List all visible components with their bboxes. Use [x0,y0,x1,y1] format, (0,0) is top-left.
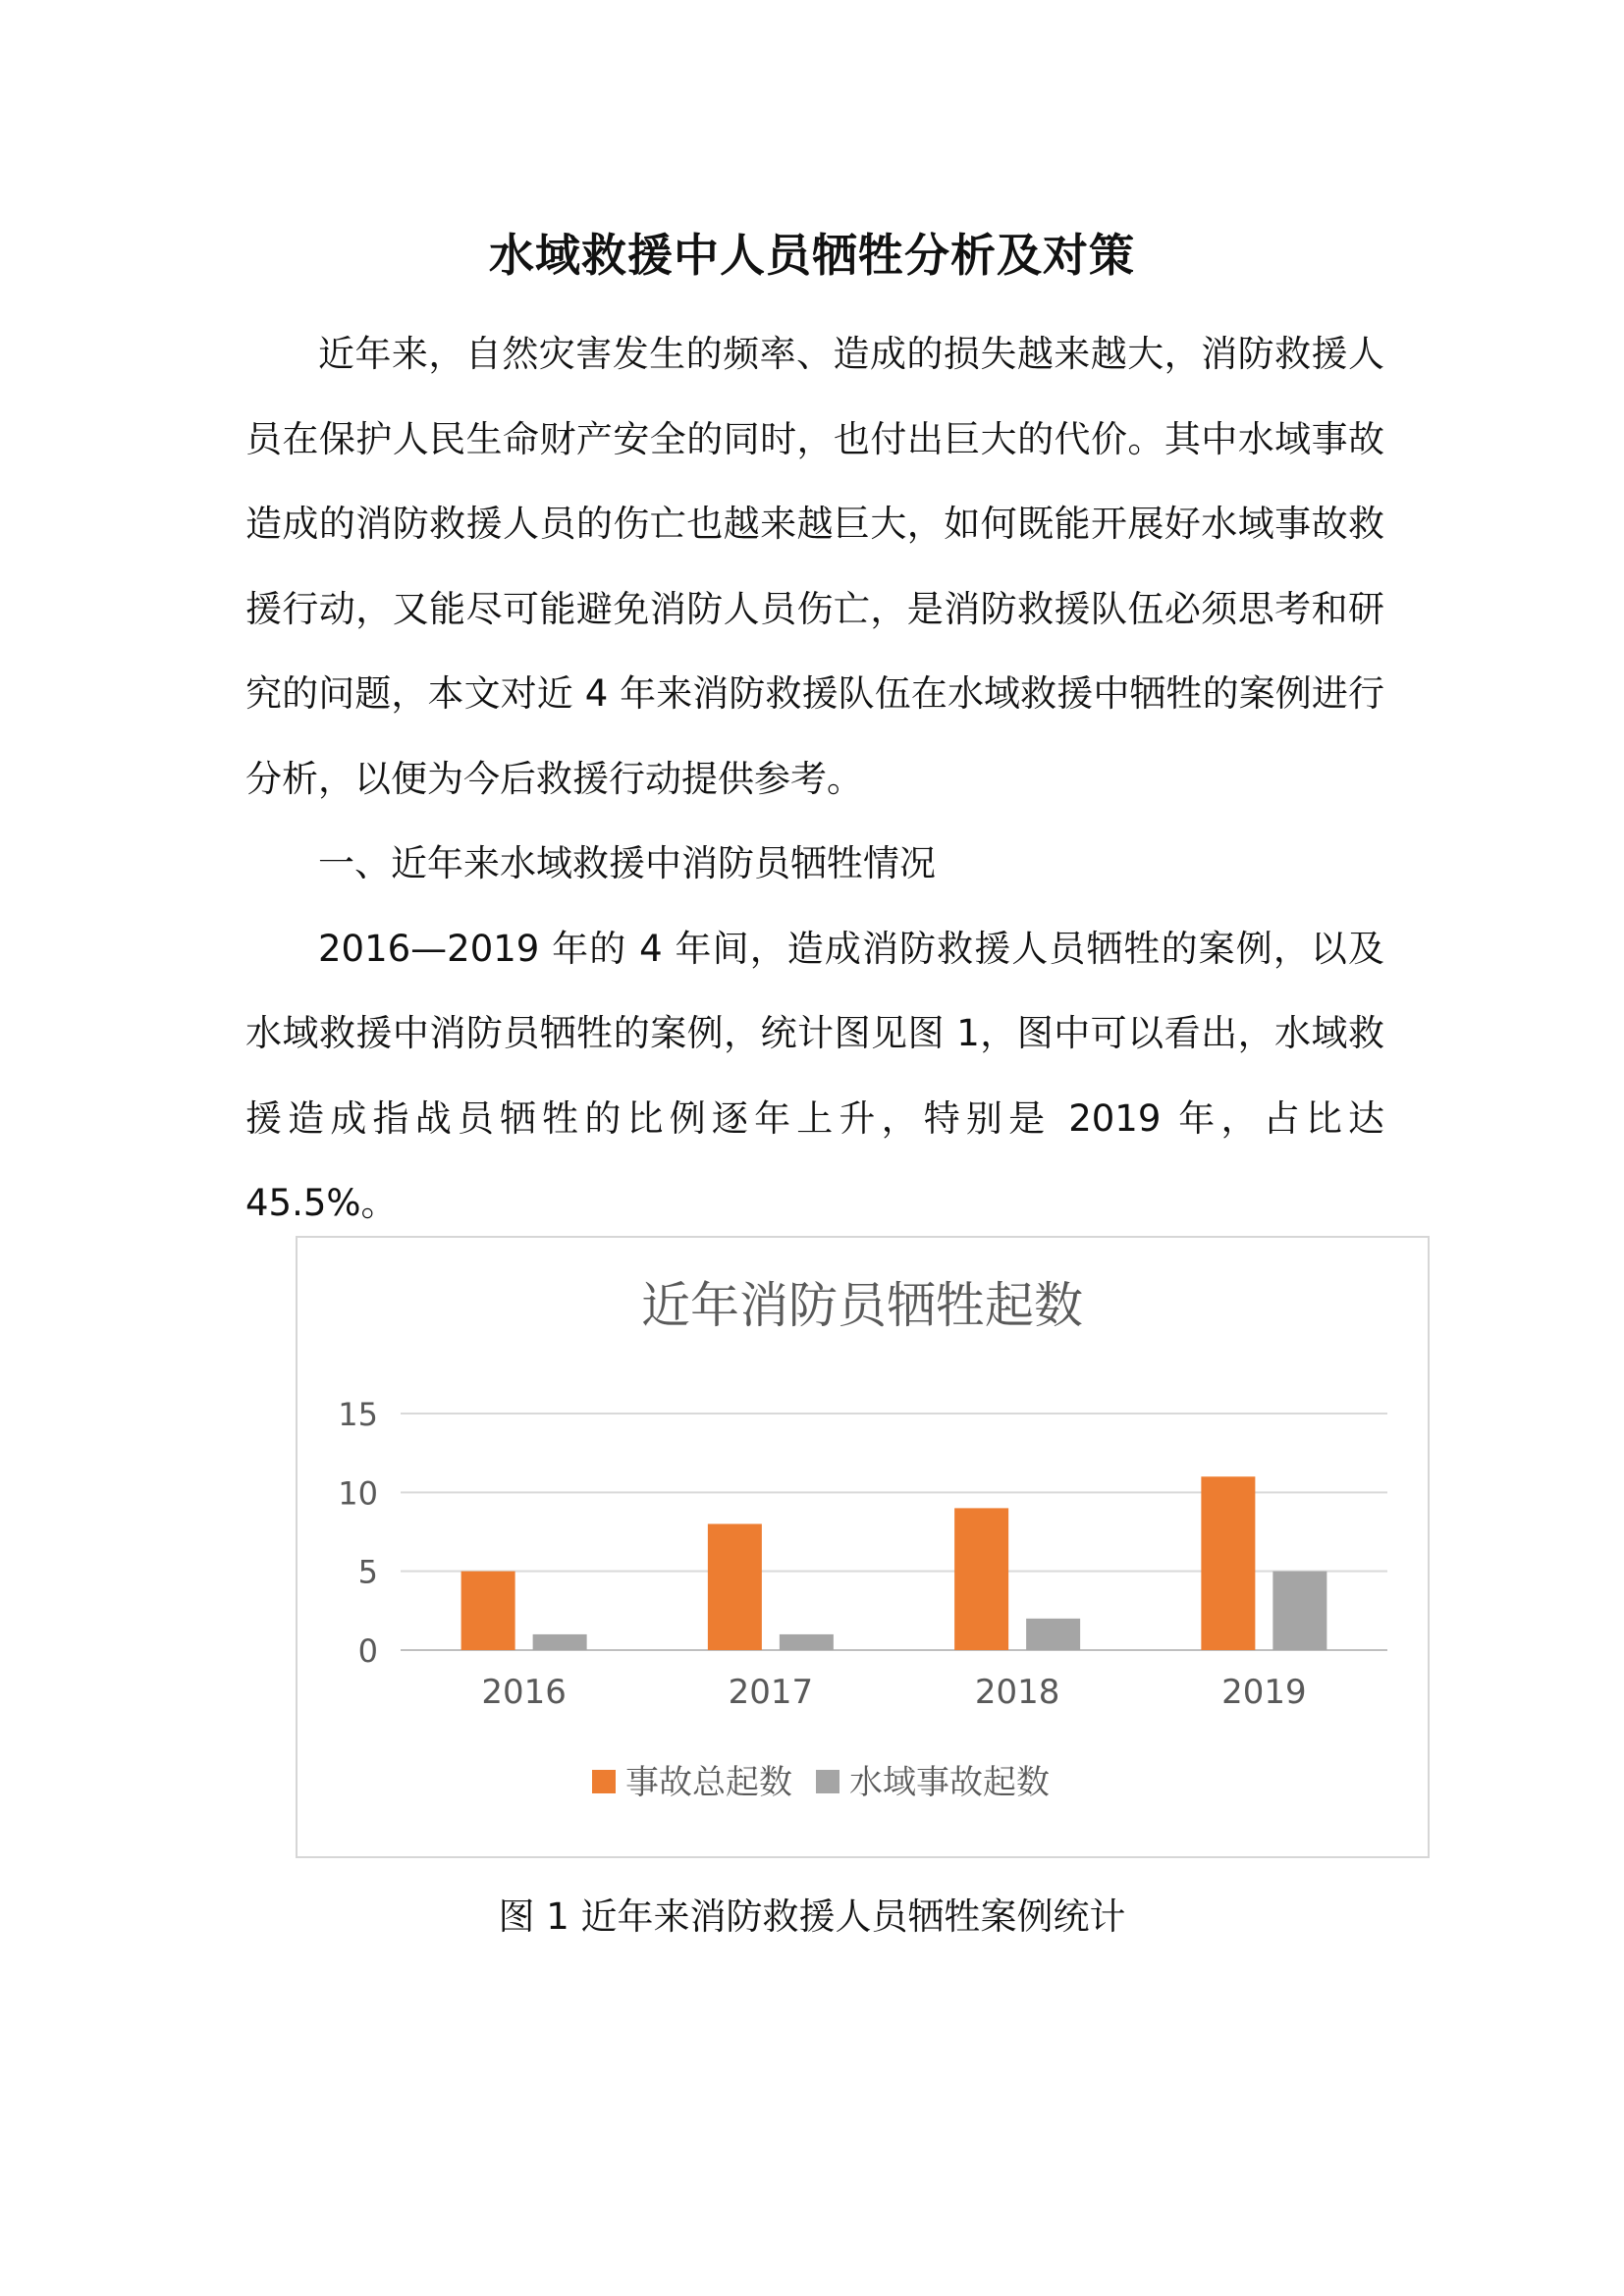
bar-水域事故起数-2016 [533,1634,587,1650]
bar-事故总起数-2016 [461,1572,515,1650]
figure-caption: 图 1 近年来消防救援人员牺牲案例统计 [498,1896,1126,1938]
x-tick-label-2019: 2019 [1221,1673,1307,1712]
bar-水域事故起数-2018 [1026,1619,1080,1650]
document-title: 水域救援中人员牺牲分析及对策 [489,229,1135,282]
chart-figure [296,1236,1430,1858]
bar-chart [298,1238,1428,1856]
bar-水域事故起数-2019 [1272,1572,1326,1650]
statistics-paragraph: 2016—2019 年的 4 年间，造成消防救援人员牺牲的案例，以及水域救援中消防员牺牲的案例，统计图见图 1，图中可以看出，水域救援造成指战员牺牲的比例逐年上升，特别是 2019 年，占比达 45.5%。 [245,927,1384,1224]
bar-事故总起数-2017 [708,1523,762,1650]
bar-事故总起数-2019 [1201,1476,1255,1650]
legend-swatch-1 [592,1770,616,1793]
bar-水域事故起数-2017 [780,1634,834,1650]
section-heading: 一、近年来水域救援中消防员牺牲情况 [318,842,936,884]
y-tick-label-5: 5 [357,1553,378,1591]
y-tick-label-15: 15 [338,1396,378,1433]
legend-swatch-2 [816,1770,839,1793]
legend-label-1: 事故总起数 [625,1763,792,1802]
x-tick-label-2016: 2016 [481,1673,567,1712]
x-tick-label-2018: 2018 [974,1673,1060,1712]
legend-label-2: 水域事故起数 [849,1763,1050,1802]
chart-title: 近年消防员牺牲起数 [641,1277,1083,1334]
intro-paragraph: 近年来，自然灾害发生的频率、造成的损失越来越大，消防救援人员在保护人民生命财产安全的同时，也付出巨大的代价。其中水域事故造成的消防救援人员的伤亡也越来越巨大，如何既能开展好水域事故救援行动，又能尽可能避免消防人员伤亡，是消防救援队伍必须思考和研究的问题，本文对近 4 年来消防救援队伍在水域救援中牺牲的案例进行分析，以便为今后救援行动提供参考。 [245,333,1384,800]
y-tick-label-0: 0 [357,1632,378,1670]
bar-事故总起数-2018 [954,1508,1008,1650]
x-tick-label-2017: 2017 [728,1673,814,1712]
y-tick-label-10: 10 [338,1474,378,1513]
document-body [245,312,1384,1247]
